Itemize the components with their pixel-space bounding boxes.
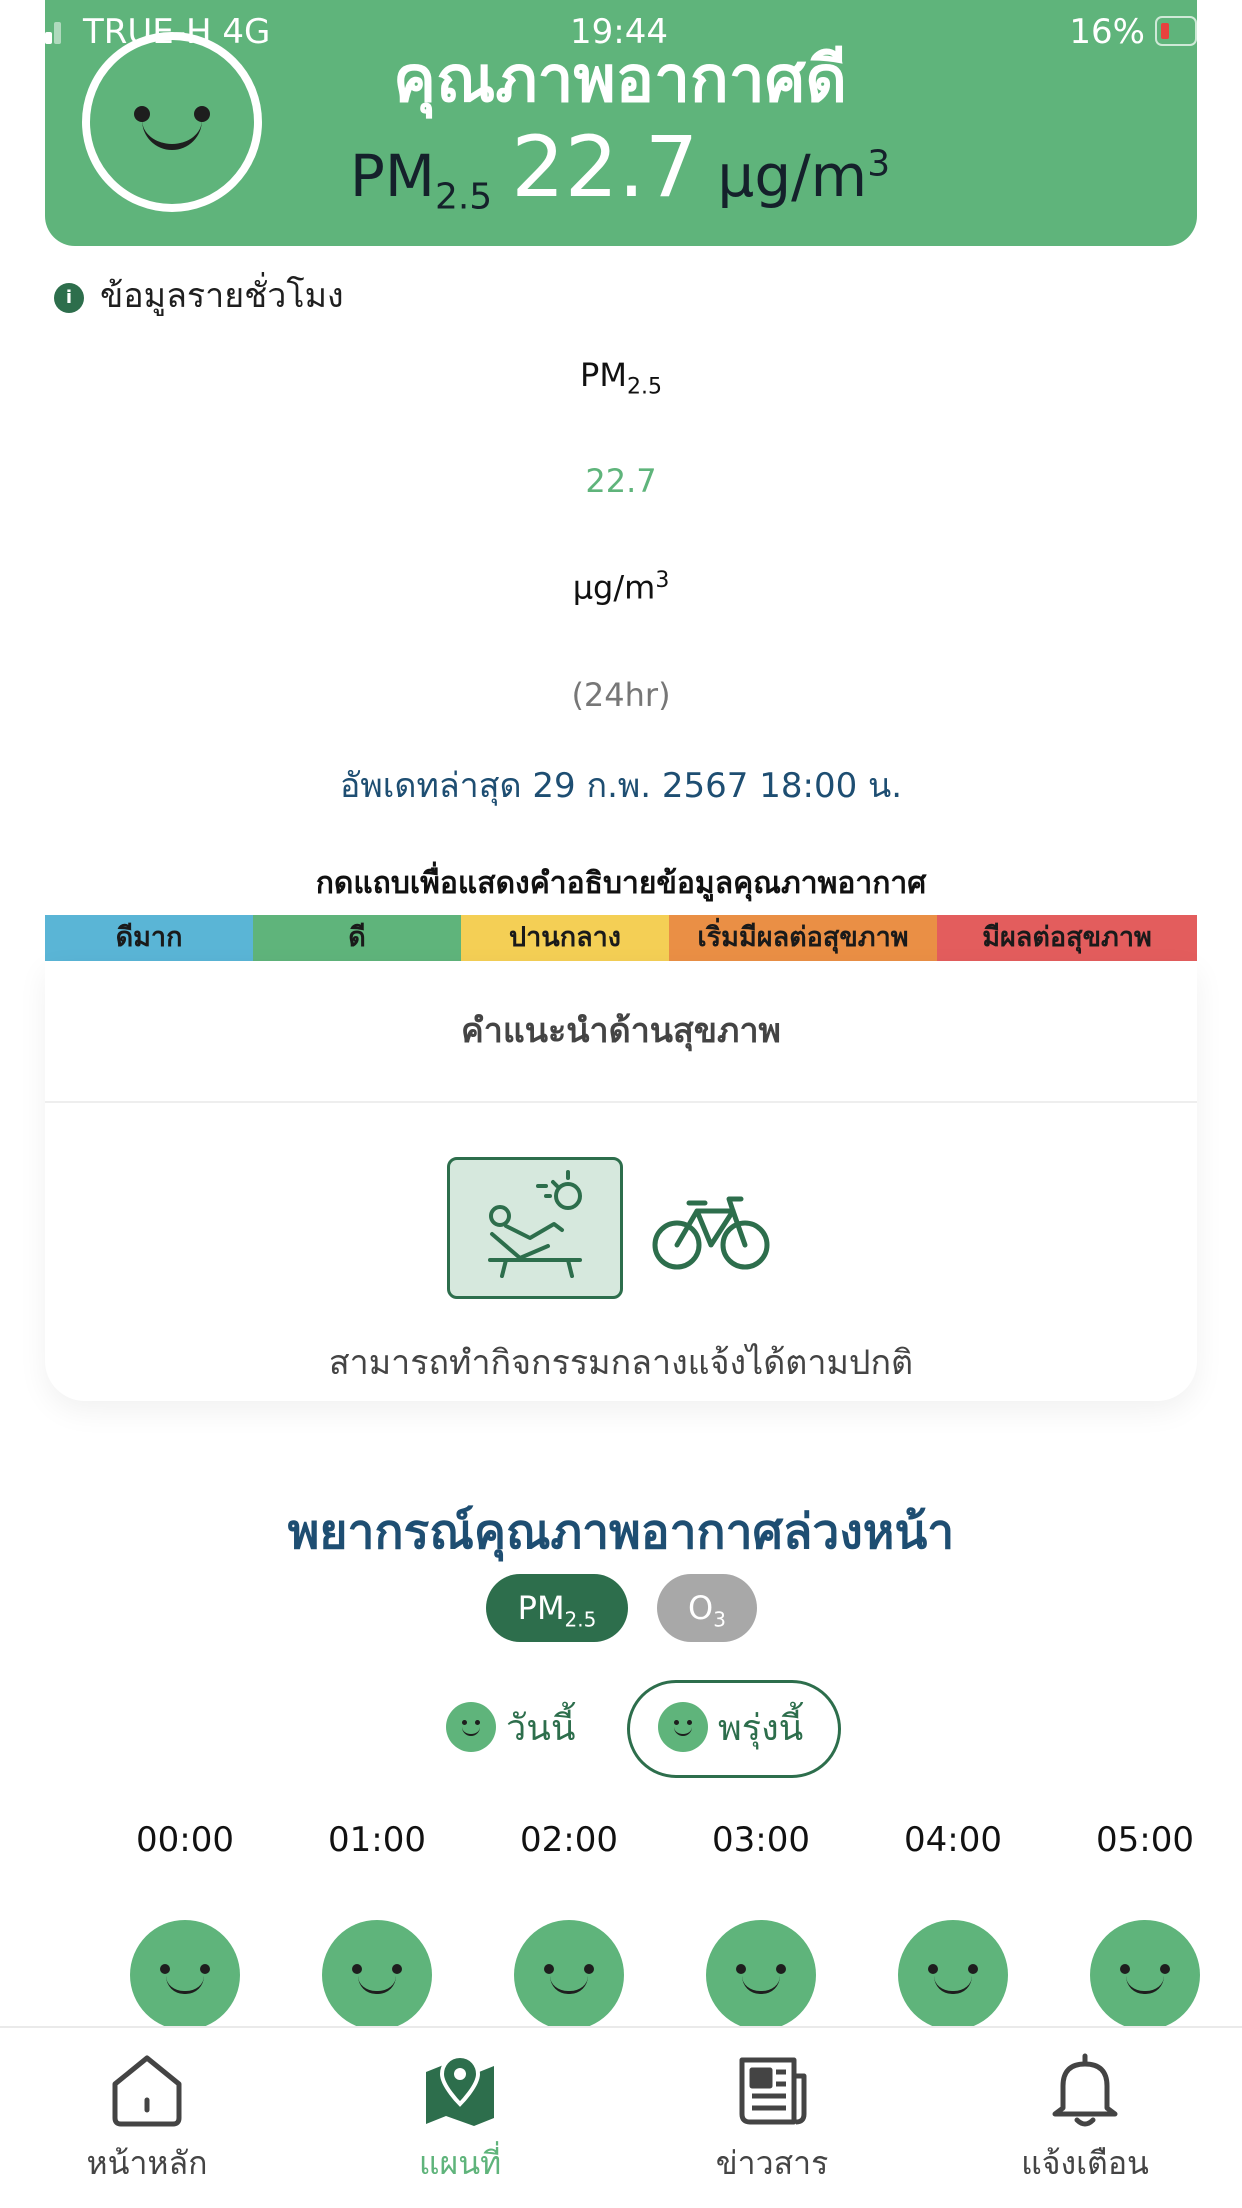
- day-tomorrow-label: พรุ่งนี้: [718, 1708, 804, 1749]
- nav-news-label: ข่าวสาร: [715, 2144, 829, 2182]
- day-tab-today[interactable]: [446, 1680, 626, 1778]
- pm-unit-sup: 3: [867, 143, 891, 185]
- nav-map-label: แผนที่: [418, 2144, 502, 2182]
- pm-unit: [717, 142, 890, 210]
- signal-icon: [45, 18, 67, 44]
- carrier-label: TRUE-H 4G: [83, 12, 271, 52]
- pollutant-tab-o3[interactable]: [657, 1574, 757, 1642]
- forecast-title: พยากรณ์คุณภาพอากาศล่วงหน้า: [287, 1504, 955, 1560]
- pollutant-pm-sub: 2.5: [564, 1607, 597, 1632]
- hour-forecast-item: [857, 1820, 1049, 2030]
- air-quality-status: คุณภาพอากาศดี: [393, 43, 847, 117]
- home-icon: [105, 2048, 189, 2132]
- pm-label-sub: 2.5: [434, 176, 493, 218]
- nav-alerts-label: แจ้งเตือน: [1021, 2144, 1149, 2182]
- hour-label: 04:00: [904, 1820, 1002, 1860]
- bell-icon: [1043, 2048, 1127, 2132]
- smiley-face-icon: [658, 1702, 708, 1752]
- pm-label-text: PM: [349, 142, 435, 210]
- sunbathing-icon: [447, 1157, 623, 1299]
- last-updated: อัพเดทล่าสุด 29 ก.พ. 2567 18:00 น.: [339, 766, 903, 806]
- aqi-level-moderate[interactable]: ปานกลาง: [461, 915, 669, 961]
- hour-label: 03:00: [712, 1820, 810, 1860]
- detail-pm-sub: 2.5: [626, 374, 662, 400]
- detail-pm-label: [0, 356, 1242, 399]
- smiley-face-icon: [322, 1920, 432, 2030]
- smiley-face-icon: [446, 1702, 496, 1752]
- hour-label: 00:00: [136, 1820, 234, 1860]
- hour-forecast-item: [473, 1820, 665, 2030]
- aqi-level-bar[interactable]: [45, 915, 1197, 961]
- battery-percent: 16%: [1069, 12, 1145, 52]
- nav-map[interactable]: [345, 2048, 575, 2189]
- nav-home-label: หน้าหลัก: [86, 2144, 208, 2182]
- nav-alerts[interactable]: [970, 2048, 1200, 2189]
- smiley-face-icon: [706, 1920, 816, 2030]
- hourly-info-link[interactable]: [54, 268, 344, 322]
- pm-value: 22.7: [511, 118, 699, 216]
- detail-unit: [0, 568, 1242, 607]
- hourly-forecast-scroller[interactable]: [0, 1820, 1194, 2020]
- nav-news[interactable]: [657, 2048, 887, 2189]
- hour-forecast-item: [1049, 1820, 1241, 2030]
- nav-home[interactable]: [32, 2048, 262, 2189]
- aqi-level-very-good[interactable]: ดีมาก: [45, 915, 253, 961]
- health-advice-text: สามารถทำกิจกรรมกลางแจ้งได้ตามปกติ: [328, 1343, 914, 1383]
- health-advice-title: คำแนะนำด้านสุขภาพ: [461, 1011, 781, 1051]
- detail-period: (24hr): [571, 676, 671, 714]
- clock: 19:44: [570, 12, 668, 52]
- smiley-face-icon: [514, 1920, 624, 2030]
- hourly-info-label: ข้อมูลรายชั่วโมง: [100, 276, 344, 316]
- smiley-face-icon: [1090, 1920, 1200, 2030]
- smiley-face-icon: [898, 1920, 1008, 2030]
- aqi-level-good[interactable]: ดี: [253, 915, 461, 961]
- detail-value: 22.7: [585, 462, 657, 500]
- pollutant-o3-text: O: [688, 1589, 714, 1627]
- pollutant-tab-pm25[interactable]: [486, 1574, 628, 1642]
- pm-label: [349, 142, 493, 218]
- bottom-nav: [0, 2026, 1242, 2208]
- info-icon: i: [54, 283, 84, 313]
- hour-forecast-item: [281, 1820, 473, 2030]
- battery-icon: [1155, 16, 1197, 46]
- hour-forecast-item: [89, 1820, 281, 2030]
- news-icon: [730, 2048, 814, 2132]
- smiley-face-icon: [82, 32, 262, 212]
- aqi-level-sensitive[interactable]: เริ่มมีผลต่อสุขภาพ: [669, 915, 937, 961]
- hour-label: 02:00: [520, 1820, 618, 1860]
- detail-unit-text: μg/m: [572, 568, 656, 607]
- smiley-face-icon: [130, 1920, 240, 2030]
- pm-reading: [300, 118, 940, 218]
- map-icon: [418, 2048, 502, 2132]
- aqi-level-unhealthy[interactable]: มีผลต่อสุขภาพ: [937, 915, 1197, 961]
- day-tab-tomorrow[interactable]: [627, 1680, 841, 1778]
- hour-label: 01:00: [328, 1820, 426, 1860]
- detail-pm-text: PM: [580, 356, 627, 394]
- pollutant-pm-text: PM: [517, 1589, 565, 1627]
- health-advice-card: [45, 961, 1197, 1401]
- day-today-label: วันนี้: [506, 1708, 576, 1749]
- bicycle-icon: [649, 1181, 773, 1281]
- pollutant-o3-sub: 3: [713, 1607, 726, 1632]
- hour-label: 05:00: [1096, 1820, 1194, 1860]
- divider: [45, 1101, 1197, 1103]
- detail-unit-sup: 3: [655, 568, 670, 593]
- tap-hint: กดแถบเพื่อแสดงคำอธิบายข้อมูลคุณภาพอากาศ: [315, 866, 927, 901]
- hour-forecast-item: [665, 1820, 857, 2030]
- pm-unit-text: μg/m: [717, 142, 868, 210]
